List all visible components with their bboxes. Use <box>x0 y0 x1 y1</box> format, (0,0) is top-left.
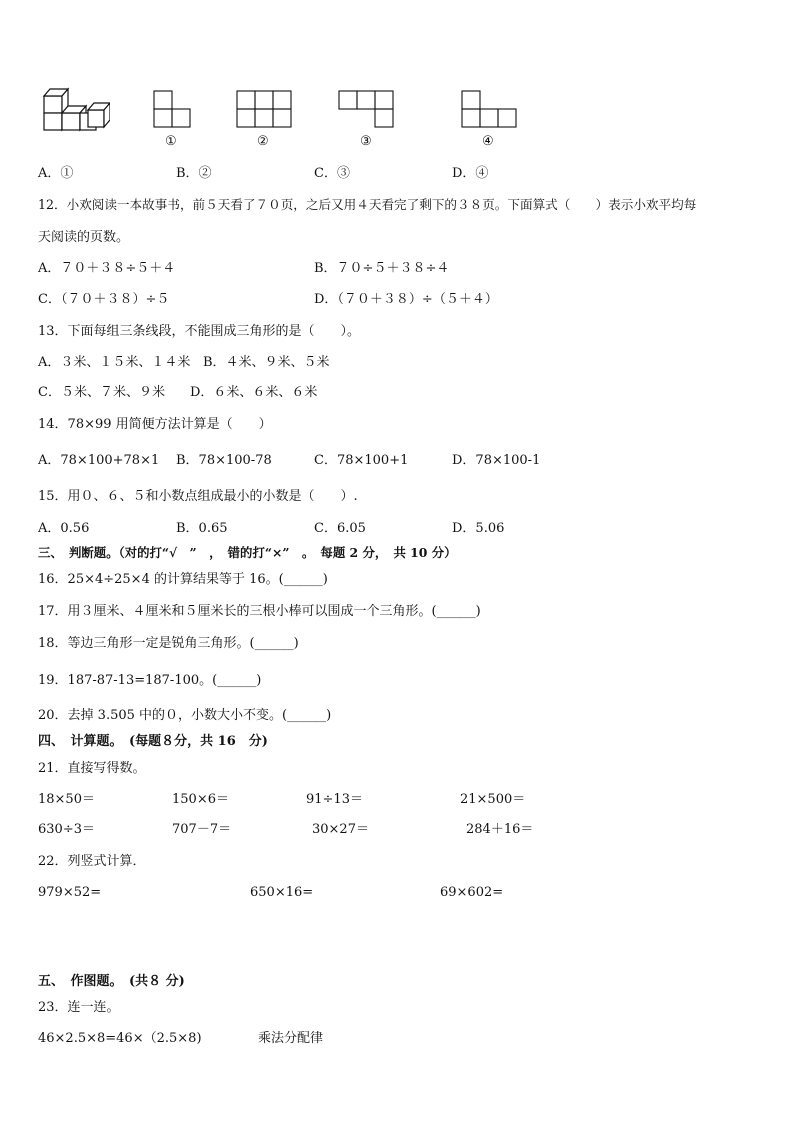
q15-option-a[interactable]: A．0.56 <box>38 521 90 536</box>
answer-blank[interactable]: ______ <box>436 604 476 619</box>
q15-stem: 15．用０、６、５和小数点组成最小的小数是（ ）. <box>38 489 358 504</box>
q14-option-a[interactable]: A．78×100+78×1 <box>38 453 160 468</box>
judge-text: 16．25×4÷25×4 的计算结果等于 16。( <box>38 572 284 587</box>
view-caption-1: ① <box>165 134 177 149</box>
q15-option-b[interactable]: B．0.65 <box>176 521 228 536</box>
judge-item-18 <box>38 637 299 650</box>
q12-option-b[interactable]: B．７０÷５＋３８÷４ <box>314 261 450 276</box>
q23-right-law[interactable]: 乘法分配律 <box>258 1031 324 1046</box>
q21-problem[interactable]: 21×500＝ <box>460 792 526 807</box>
q11-option-a[interactable]: A．① <box>38 166 74 181</box>
q13-option-b[interactable]: B．４米、９米、５米 <box>203 355 330 370</box>
q13-option-d[interactable]: D．６米、６米、６米 <box>190 385 318 400</box>
q11-option-d[interactable]: D．④ <box>452 166 489 181</box>
q23-stem: 23．连一连。 <box>38 1000 120 1015</box>
q11-option-c[interactable]: C．③ <box>314 166 350 181</box>
q13-option-c[interactable]: C．５米、７米、９米 <box>38 385 165 400</box>
view-caption-2: ② <box>257 134 269 149</box>
judge-item-20 <box>38 709 331 722</box>
q21-problem[interactable]: 707－7＝ <box>172 822 232 837</box>
q13-option-a[interactable]: A．３米、１５米、１４米 <box>38 355 191 370</box>
q12-stem-line2: 天阅读的页数。 <box>38 230 130 245</box>
q12-stem-line1: 12．小欢阅读一本故事书，前５天看了７０页，之后又用４天看完了剩下的３８页。下面算式（ ）表示小欢平均每 <box>38 197 697 212</box>
view-figure-1 <box>153 90 193 130</box>
view-figure-3 <box>338 90 398 130</box>
judge-item-16 <box>38 573 328 586</box>
judge-close: ) <box>256 673 262 688</box>
judge-text: 18．等边三角形一定是锐角三角形。( <box>38 636 255 651</box>
section-3-title: 三、 判断题。（对的打“√ ” ， 错的打“×” 。 每题 2 分， 共 10 分） <box>38 545 457 560</box>
q11-option-b[interactable]: B．② <box>176 166 212 181</box>
q21-problem[interactable]: 630÷3＝ <box>38 822 95 837</box>
judge-text: 19．187-87-13=187-100。( <box>38 673 218 688</box>
q15-option-d[interactable]: D．5.06 <box>452 521 505 536</box>
answer-blank[interactable]: ______ <box>283 572 323 587</box>
q21-stem: 21．直接写得数。 <box>38 761 146 776</box>
q14-option-d[interactable]: D．78×100-1 <box>452 453 541 468</box>
q22-stem: 22．列竖式计算． <box>38 854 146 869</box>
section-4-title: 四、 计算题。 (每题８分，共 16 分) <box>38 734 268 749</box>
q14-stem: 14．78×99 用简便方法计算是（ ） <box>38 417 272 432</box>
judge-item-19 <box>38 674 261 687</box>
q22-problem[interactable]: 979×52= <box>38 885 102 900</box>
judge-text: 17．用３厘米、４厘米和５厘米长的三根小棒可以围成一个三角形。( <box>38 604 437 619</box>
answer-blank[interactable]: ______ <box>287 708 327 723</box>
q12-option-d[interactable]: D．（７０＋３８）÷（５＋４） <box>314 292 498 307</box>
answer-blank[interactable]: ______ <box>254 636 294 651</box>
q21-problem[interactable]: 18×50＝ <box>38 792 95 807</box>
cube-solid-figure <box>42 86 110 134</box>
q14-option-b[interactable]: B．78×100-78 <box>176 453 272 468</box>
q23-left-expression[interactable]: 46×2.5×8=46×（2.5×8) <box>38 1031 202 1046</box>
q12-option-a[interactable]: A．７０＋３８÷５＋４ <box>38 261 176 276</box>
view-figure-4 <box>461 90 521 130</box>
q21-problem[interactable]: 91÷13＝ <box>306 792 363 807</box>
q14-option-c[interactable]: C．78×100+1 <box>314 453 409 468</box>
q21-problem[interactable]: 284＋16＝ <box>466 822 534 837</box>
judge-close: ) <box>293 636 299 651</box>
view-caption-3: ③ <box>360 134 372 149</box>
q22-problem[interactable]: 650×16= <box>250 885 314 900</box>
answer-blank[interactable]: ______ <box>217 673 257 688</box>
judge-close: ) <box>475 604 481 619</box>
judge-item-17 <box>38 605 481 618</box>
q21-problem[interactable]: 150×6＝ <box>172 792 229 807</box>
judge-text: 20．去掉 3.505 中的０，小数大小不变。( <box>38 708 288 723</box>
judge-close: ) <box>326 708 332 723</box>
q15-option-c[interactable]: C．6.05 <box>314 521 366 536</box>
view-caption-4: ④ <box>482 134 494 149</box>
judge-close: ) <box>322 572 328 587</box>
q22-problem[interactable]: 69×602= <box>440 885 504 900</box>
section-5-title: 五、 作图题。 (共８ 分) <box>38 974 185 989</box>
q12-option-c[interactable]: C．（７０＋３８）÷５ <box>38 292 170 307</box>
q21-problem[interactable]: 30×27＝ <box>312 822 369 837</box>
q13-stem: 13．下面每组三条线段，不能围成三角形的是（ ）。 <box>38 324 361 339</box>
view-figure-2 <box>236 90 294 130</box>
